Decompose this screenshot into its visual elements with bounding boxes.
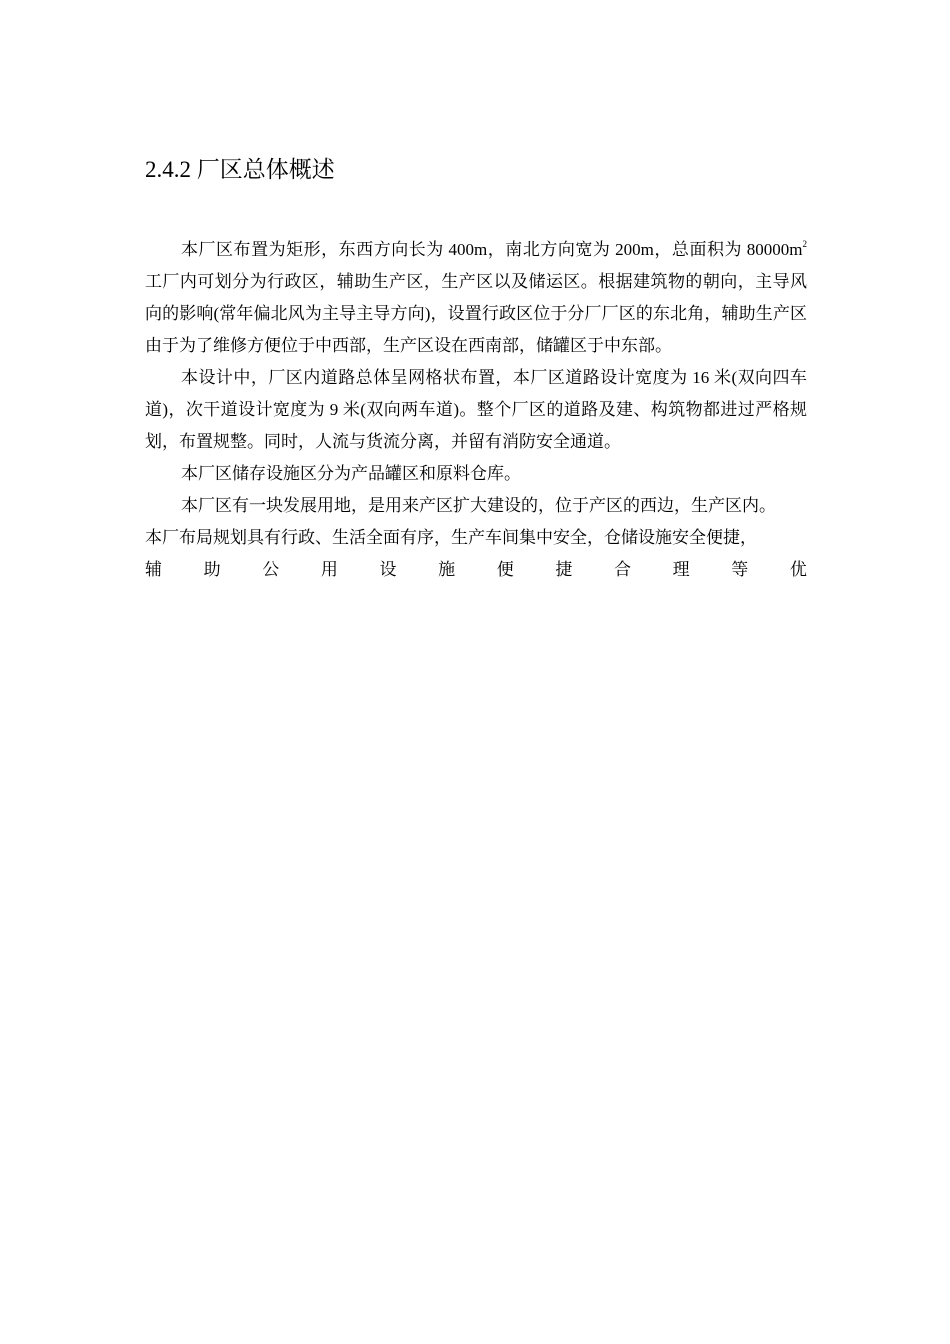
char: 等: [731, 560, 749, 579]
paragraph-storage: 本厂区储存设施区分为产品罐区和原料仓库。: [181, 464, 521, 483]
superscript: 2: [802, 239, 807, 249]
paragraph-layout-overview: [145, 234, 807, 362]
char: 用: [320, 560, 338, 579]
section-heading: 2.4.2 厂区总体概述: [145, 157, 335, 182]
char: 助: [203, 560, 221, 579]
char: 优: [789, 560, 807, 579]
paragraph-roads: 本设计中，厂区内道路总体呈网格状布置，本厂区道路设计宽度为 16 米(双向四车道)，次干道设计宽度为 9 米(双向两车道)。整个厂区的道路及建、构筑物都进过严格规划，布置规整。同时，人流与货流分离，并留有消防安全通道。: [145, 368, 807, 451]
paragraph-summary: 本厂布局规划具有行政、生活全面有序，生产车间集中安全，仓储设施安全便捷，: [145, 528, 757, 547]
char: 捷: [555, 560, 573, 579]
char: 理: [672, 560, 690, 579]
document-body: [145, 234, 807, 586]
char: 设: [379, 560, 397, 579]
justified-line: [145, 554, 807, 586]
paragraph-text: 本厂区布置为矩形，东西方向长为 400m，南北方向宽为 200m，总面积为 80000m: [181, 240, 803, 259]
char: 辅: [145, 560, 162, 579]
char: 施: [438, 560, 456, 579]
char: 公: [262, 560, 280, 579]
paragraph-text: 工厂内可划分为行政区，辅助生产区，生产区以及储运区。根据建筑物的朝向，主导风向的影响(常年偏北风为主导主导方向)，设置行政区位于分厂厂区的东北角，辅助生产区由于为了维修方便位于中西部，生产区设在西南部，储罐区于中东部。: [145, 272, 807, 355]
char: 便: [496, 560, 514, 579]
paragraph-development-land: 本厂区有一块发展用地，是用来产区扩大建设的，位于产区的西边，生产区内。: [181, 496, 776, 515]
char: 合: [614, 560, 631, 579]
